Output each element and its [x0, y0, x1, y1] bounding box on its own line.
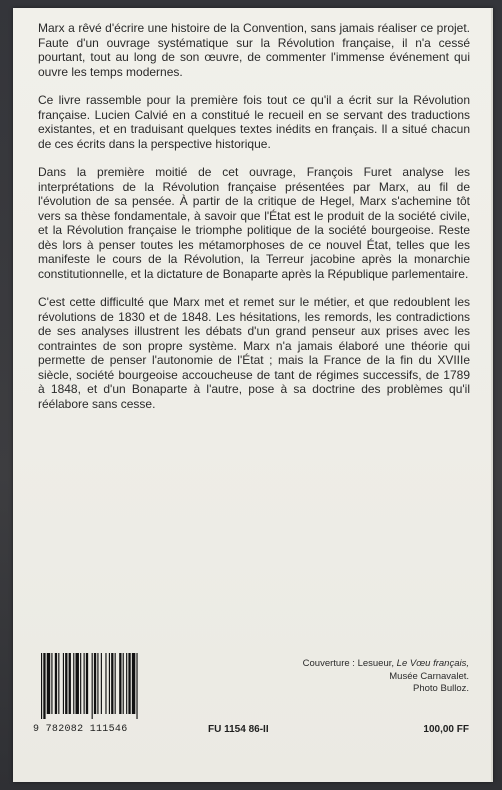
- catalog-code: FU 1154 86-II: [208, 724, 269, 735]
- blurb-paragraph-2: Ce livre rassemble pour la première fois tout ce qu'il a écrit sur la Révolution française. Lucien Calvié en a constitué le recueil en se servant des traductions existantes, et en traduisant quelques textes inédits en français. Il a situé chacun de ces écrits dans la perspective historique.: [38, 93, 470, 151]
- credit-photo: Photo Bulloz.: [413, 683, 469, 694]
- barcode-bar: [115, 653, 116, 714]
- barcode-bar: [128, 653, 130, 714]
- blurb-paragraph-1: Marx a rêvé d'écrire une histoire de la Convention, sans jamais réaliser ce projet. Faute d'un ouvrage systématique sur la Révolution française, il n'a cessé pourtant, tout au long de son œuvre, de commenter l'immense événement qui ouvre les temps modernes.: [38, 21, 470, 79]
- credit-work-title: Le Vœu français,: [396, 658, 469, 669]
- barcode-bar: [111, 653, 113, 714]
- barcode-bar: [58, 653, 59, 714]
- credit-prefix: Couverture : Lesueur,: [302, 658, 397, 669]
- barcode-bar: [109, 653, 110, 714]
- barcode-bar: [126, 653, 127, 714]
- barcode-bar: [69, 653, 71, 714]
- barcode-bar: [47, 653, 50, 714]
- barcode-bar: [94, 653, 96, 714]
- cover-credit: [293, 658, 469, 696]
- barcode-bar: [41, 653, 42, 719]
- blurb-text: [38, 21, 470, 425]
- barcode-bar: [43, 653, 45, 719]
- barcode-bar: [136, 653, 137, 719]
- barcode-bar: [119, 653, 121, 714]
- barcode: [41, 653, 177, 719]
- barcode-bar: [84, 653, 85, 714]
- blurb-paragraph-4: C'est cette difficulté que Marx met et remet sur le métier, et que redoublent les révolutions de 1830 et de 1848. Les hésitations, les remords, les contradictions de ses analyses illustrent les débats d'un grand penseur aux prises avec les contraintes de son propre système. Marx n'a jamais élaboré une théorie qui permette de penser l'autonomie de l'État ; mais la France de la fin du XVIIIe siècle, société bourgeoise accoucheuse de tant de régimes successifs, de 1789 à 1848, et d'un Bonaparte à l'autre, pose à sa doctrine des problèmes qu'il réélabore sans cesse.: [38, 295, 470, 411]
- barcode-bar: [63, 653, 64, 714]
- book-back-cover: [13, 8, 493, 782]
- barcode-bar: [55, 653, 57, 714]
- barcode-bar: [123, 653, 124, 714]
- barcode-bar: [105, 653, 106, 714]
- barcode-bar: [76, 653, 79, 714]
- barcode-bar: [92, 653, 93, 719]
- barcode-bar: [132, 653, 135, 714]
- blurb-paragraph-3: Dans la première moitié de cet ouvrage, François Furet analyse les interprétations de la Révolution française présentées par Marx, au fil de l'évolution de sa pensée. À partir de la critique de Hegel, Marx s'achemine tôt vers sa thèse fondamentale, à savoir que l'État est le produit de la société civile, et la Révolution française le triomphe politique de la société bourgeoise. Reste dès lors à penser toutes les métamorphoses de ce nouvel État, telles que les manifeste le cours de la Révolution, la Terreur jacobine après la monarchie constitutionnelle, et la dictature de Bonaparte après la République parlementaire.: [38, 165, 470, 281]
- barcode-bar: [97, 653, 98, 714]
- barcode-bar: [80, 653, 81, 714]
- credit-museum: Musée Carnavalet.: [389, 670, 469, 682]
- price-label: 100,00 FF: [423, 724, 469, 735]
- isbn-digits: 9 782082 111546: [33, 724, 128, 735]
- barcode-bar: [51, 653, 52, 714]
- credit-line-1: [293, 658, 469, 671]
- barcode-bar: [73, 653, 74, 714]
- barcode-bar: [65, 653, 67, 714]
- barcode-bar: [86, 653, 88, 714]
- barcode-bar: [101, 653, 102, 714]
